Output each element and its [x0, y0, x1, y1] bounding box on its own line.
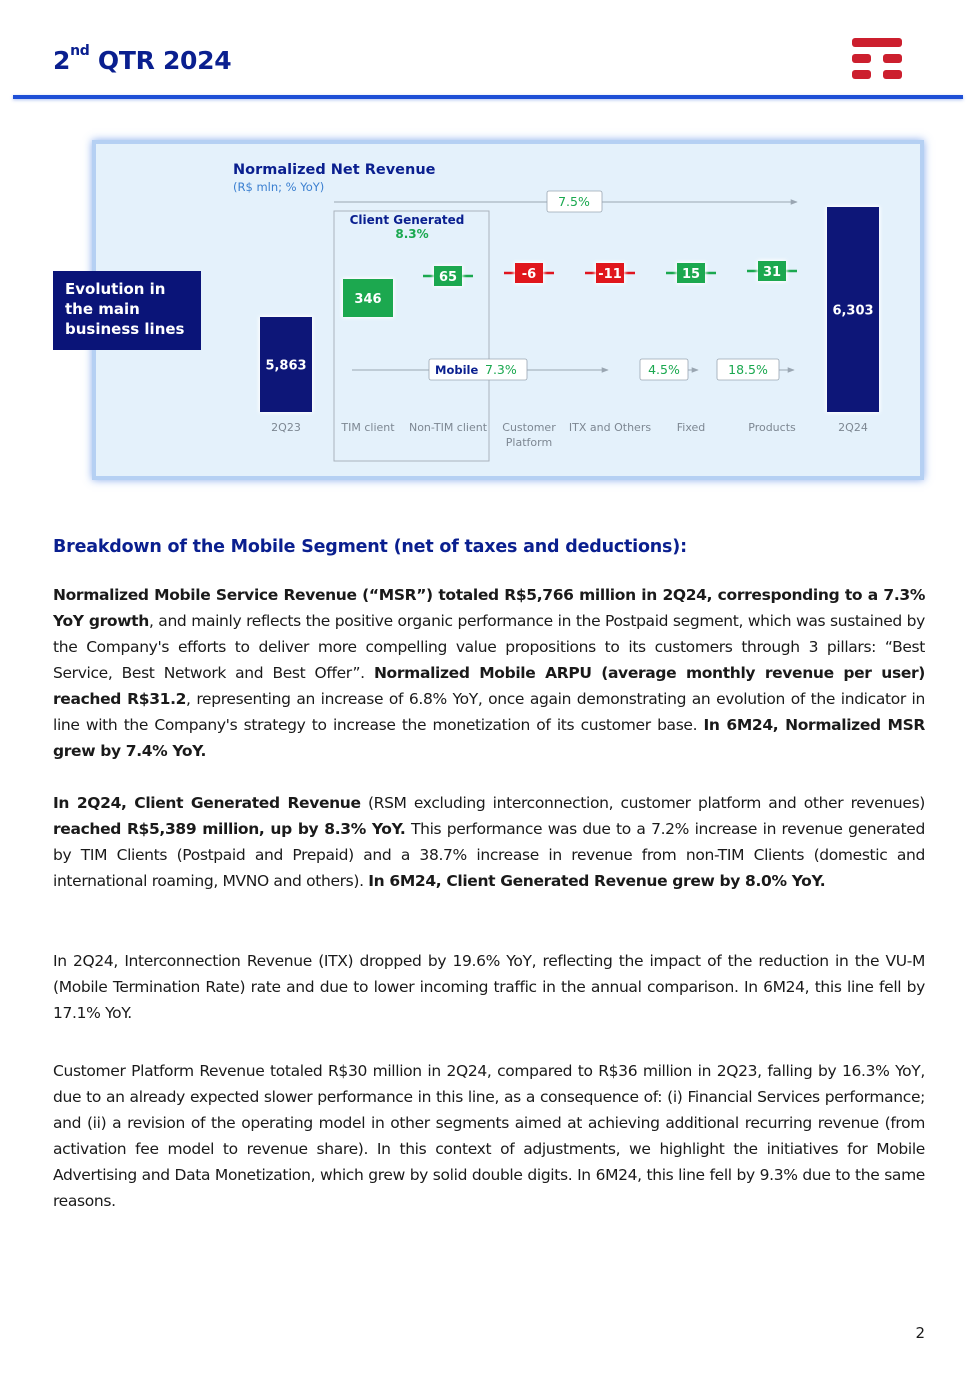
bold-text: In 2Q24, Client Generated Revenue: [53, 794, 361, 812]
category-label: Products: [748, 421, 796, 434]
bar-value-label: 31: [762, 265, 782, 280]
paragraph-client-generated-revenue: [53, 790, 925, 894]
bold-text: In 6M24, Client Generated Revenue grew by 8.0% YoY.: [368, 872, 826, 890]
side-label-line: Evolution in: [65, 280, 166, 298]
bold-text: reached R$5,389 million, up by 8.3% YoY.: [53, 820, 406, 838]
client-generated-label: Client Generated: [349, 213, 465, 227]
side-label-line: business lines: [65, 320, 185, 338]
fixed-growth: 4.5%: [648, 362, 680, 377]
chart-title: Normalized Net Revenue: [233, 162, 436, 178]
mobile-label: Mobile: [435, 363, 479, 377]
bold-text: Normalized Mobile ARPU (average monthly revenue per user) reached R$31.2: [53, 664, 926, 708]
category-label: 2Q24: [838, 421, 868, 434]
title-rest: QTR 2024: [89, 46, 232, 75]
category-label: Platform: [505, 436, 553, 449]
mobile-growth: 7.3%: [485, 362, 517, 377]
products-growth: 18.5%: [728, 362, 768, 377]
category-label: 2Q23: [271, 421, 301, 434]
bar-value-label: 6,303: [832, 303, 874, 319]
page-title: [53, 43, 232, 75]
side-label-box: [53, 271, 201, 350]
title-number: 2: [53, 46, 71, 75]
bar-value-label: 5,863: [265, 358, 307, 374]
category-label: ITX and Others: [568, 421, 652, 434]
bar-value-label: 65: [438, 270, 458, 285]
client-generated-growth: 8.3%: [395, 227, 429, 241]
side-label-line: the main: [65, 300, 140, 318]
category-label: Fixed: [676, 421, 706, 434]
header-divider: [13, 95, 963, 99]
body-text: , representing an increase of 6.8% YoY, once again demonstrating an evolution of the indicator in line with the Company's strategy to increase the monetization of its customer base.: [53, 690, 925, 734]
body-text: Customer Platform Revenue totaled R$30 million in 2Q24, compared to R$36 million in 2Q23, falling by 16.3% YoY, due to an already expected slower performance in this line, as a consequence of: (i) Financial Services performance; and (ii) a revision of the operating model in other segments aimed at achieving additional recurring revenue (from activation fee model to revenue share). In this context of adjustments, we highlight the initiatives for Mobile Advertising and Data Monetization, which grew by solid double digits. In 6M24, this line fell by 9.3% due to the same reasons.: [53, 1062, 925, 1210]
body-text: (RSM excluding interconnection, customer platform and other revenues): [360, 794, 925, 812]
category-label: TIM client: [341, 421, 395, 434]
title-ordinal: nd: [70, 43, 90, 59]
category-label: Customer: [502, 421, 556, 434]
bold-text: In 6M24, Normalized MSR grew by 7.4% YoY.: [53, 716, 925, 760]
tim-logo-icon: [851, 37, 903, 81]
total-growth-label: 7.5%: [558, 194, 590, 209]
paragraph-customer-platform-revenue: [53, 1058, 925, 1214]
bar-value-label: 346: [354, 292, 382, 307]
bar-value-label: -6: [521, 267, 537, 282]
chart-subtitle: (R$ mln; % YoY): [233, 180, 325, 194]
section-heading: Breakdown of the Mobile Segment (net of taxes and deductions):: [53, 537, 687, 557]
page-number: 2: [915, 1324, 925, 1342]
bar-value-label: 15: [681, 267, 701, 282]
waterfall-chart: [92, 140, 924, 480]
body-text: In 2Q24, Interconnection Revenue (ITX) dropped by 19.6% YoY, reflecting the impact of the reduction in the VU-M (Mobile Termination Rate) rate and due to lower incoming traffic in the annual comparison. In 6M24, this line fell by 17.1% YoY.: [53, 952, 925, 1022]
body-text: This performance was due to a 7.2% increase in revenue generated by TIM Clients (Postpaid and Prepaid) and a 38.7% increase in revenue from non-TIM Clients (domestic and international roaming, MVNO and others).: [53, 820, 925, 890]
paragraph-mobile-service-revenue: [53, 582, 925, 764]
category-label: Non-TIM client: [408, 421, 488, 434]
paragraph-interconnection-revenue: [53, 948, 925, 1026]
body-text: , and mainly reflects the positive organic performance in the Postpaid segment, which was sustained by the Company's efforts to deliver more compelling value propositions to its customers through 3 pillars: “Best Service, Best Network and Best Offer”.: [53, 612, 925, 682]
bold-text: Normalized Mobile Service Revenue (“MSR”) totaled R$5,766 million in 2Q24, corresponding to a 7.3% YoY growth: [53, 586, 925, 630]
bar-value-label: -11: [598, 267, 622, 282]
